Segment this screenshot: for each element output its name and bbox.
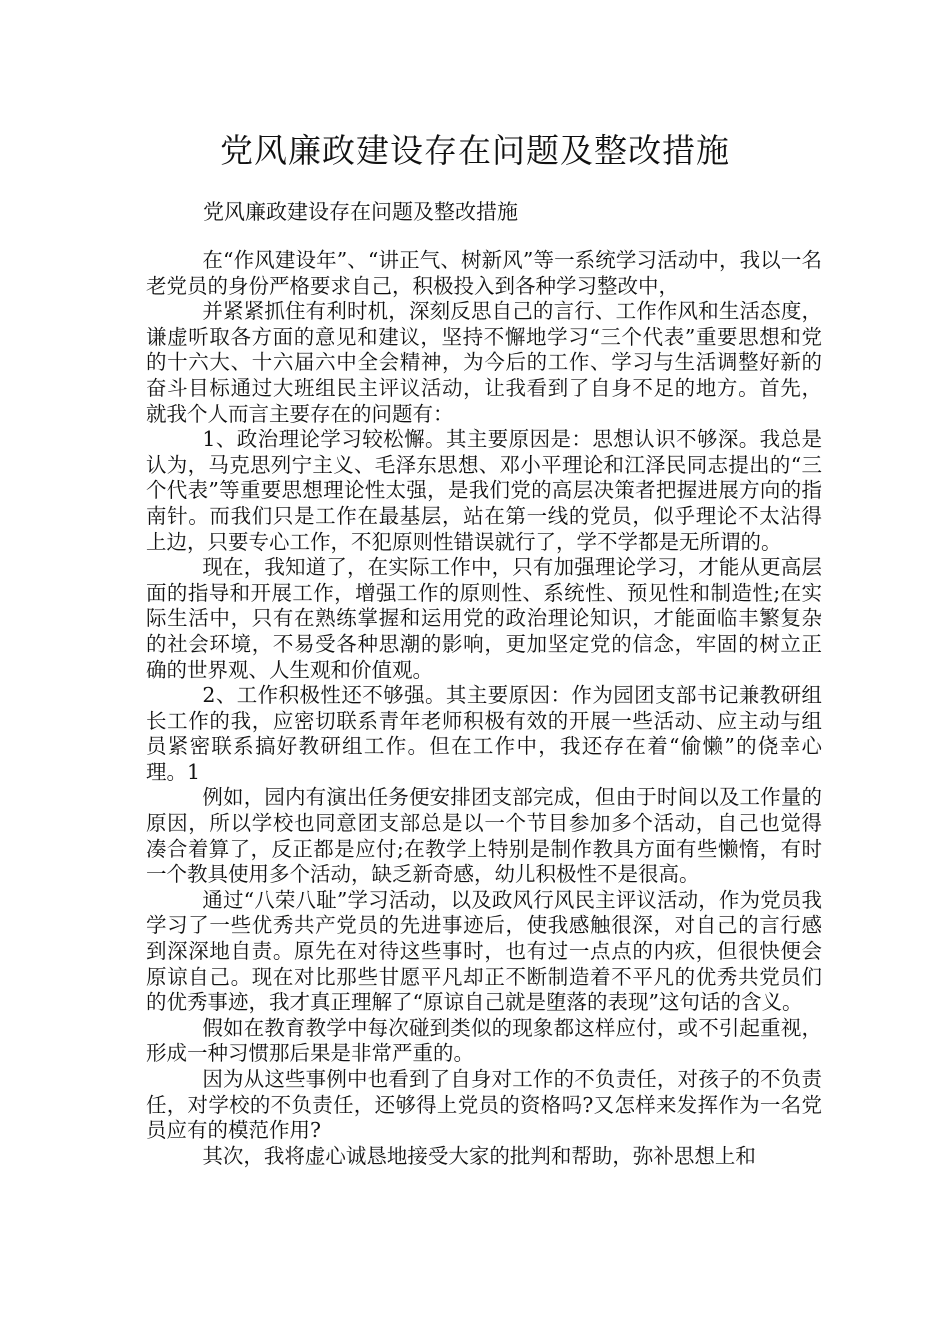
document-body	[146, 248, 822, 1169]
paragraph-responsibility: 因为从这些事例中也看到了自身对工作的不负责任，对孩子的不负责任，对学校的不负责任，还够得上党员的资格吗?又怎样来发挥作为一名党员应有的模范作用?	[146, 1067, 822, 1143]
paragraph-problem-1: 1、政治理论学习较松懈。其主要原因是：思想认识不够深。我总是认为，马克思列宁主义、毛泽东思想、邓小平理论和江泽民同志提出的“三个代表”等重要思想理论性太强，是我们党的高层决策者把握进展方向的指南针。而我们只是工作在最基层，站在第一线的党员，似乎理论不太沾得上边，只要专心工作，不犯原则性错误就行了，学不学都是无所谓的。	[146, 427, 822, 554]
paragraph-problem-2: 2、工作积极性还不够强。其主要原因：作为园团支部书记兼教研组长工作的我，应密切联系青年老师积极有效的开展一些活动、应主动与组员紧密联系搞好教研组工作。但在工作中，我还存在着“偷懒”的侥幸心理。1	[146, 683, 822, 784]
document-title: 党风廉政建设存在问题及整改措施	[220, 131, 730, 170]
paragraph-learning-activity: 通过“八荣八耻”学习活动，以及政风行风民主评议活动，作为党员我学习了一些优秀共产党员的先进事迹后，使我感触很深，对自己的言行感到深深地自责。原先在对待这些事时，也有过一点点的内疚，但很快便会原谅自己。现在对比那些甘愿平凡却正不断制造着不平凡的优秀共党员们的优秀事迹，我才真正理解了“原谅自己就是堕落的表现”这句话的含义。	[146, 887, 822, 1015]
paragraph-next-steps: 其次，我将虚心诚恳地接受大家的批判和帮助，弥补思想上和	[202, 1143, 756, 1168]
paragraph-theory-importance: 现在，我知道了，在实际工作中，只有加强理论学习，才能从更高层面的指导和开展工作，增强工作的原则性、系统性、预见性和制造性;在实际生活中，只有在熟练掌握和运用党的政治理论知识，才能面临丰繁复杂的社会环境，不易受各种思潮的影响，更加坚定党的信念，牢固的树立正确的世界观、人生观和价值观。	[146, 555, 822, 682]
document-subtitle: 党风廉政建设存在问题及整改措施	[203, 200, 518, 224]
paragraph-example: 例如，园内有演出任务便安排团支部完成，但由于时间以及工作量的原因，所以学校也同意团支部总是以一个节目参加多个活动，自己也觉得凑合着算了，反正都是应付;在教学上特别是制作教具方面有些懒惰，有时一个教具使用多个活动，缺乏新奇感，幼儿积极性不是很高。	[146, 785, 822, 887]
paragraph-intro: 在“作风建设年”、“讲正气、树新风”等一系统学习活动中，我以一名老党员的身份严格要求自己，积极投入到各种学习整改中，	[146, 248, 822, 298]
paragraph-reflection: 并紧紧抓住有利时机，深刻反思自己的言行、工作作风和生活态度，谦虚听取各方面的意见和建议，坚持不懈地学习“三个代表”重要思想和党的十六大、十六届六中全会精神，为今后的工作、学习与生活调整好新的奋斗目标通过大班组民主评议活动，让我看到了自身不足的地方。首先，就我个人而言主要存在的问题有：	[146, 299, 822, 426]
paragraph-consequence: 假如在教育教学中每次碰到类似的现象都这样应付，或不引起重视，形成一种习惯那后果是非常严重的。	[146, 1015, 822, 1066]
